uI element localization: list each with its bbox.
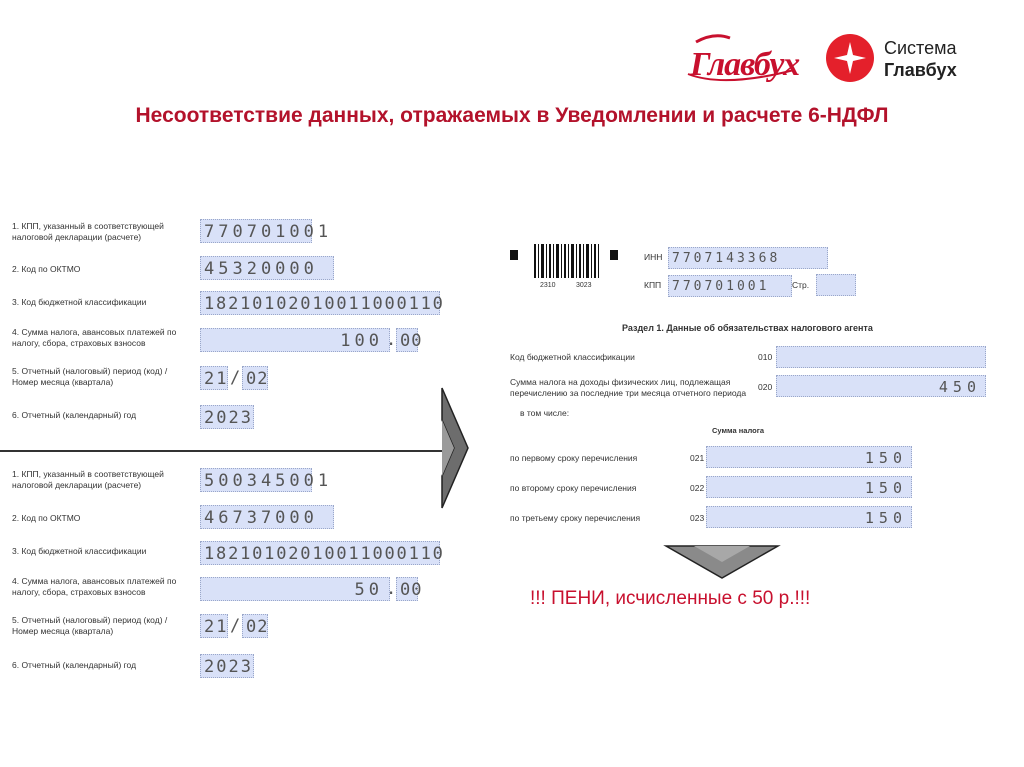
divider-line (0, 450, 445, 452)
notice2-kbk-label: 3. Код бюджетной классификации (12, 546, 147, 556)
notice1-sum-kop-field: 00 (396, 328, 418, 352)
glavbuh-logo (684, 28, 800, 90)
notice1-kpp-label: 1. КПП, указанный в соответствующей налоговой декларации (расчете) (12, 221, 164, 242)
calc-kpp-label: КПП (644, 280, 662, 290)
star-icon (826, 34, 874, 82)
calc-row3-field: 150 (706, 506, 912, 528)
notice2-year-label: 6. Отчетный (календарный) год (12, 660, 137, 670)
notice1-sum-label: 4. Сумма налога, авансовых платежей по налогу, сбора, страховых взносов (12, 327, 177, 348)
notice2-kbk-field: 18210102010011000110 (200, 541, 440, 565)
notice2-period-code-field: 21 (200, 614, 228, 638)
notice1-oktmo-field: 45320000 (200, 256, 334, 280)
notice2-period-label: 5. Отчетный (налоговый) период (код) / Номер месяца (квартала) (12, 615, 168, 636)
calc-inn-field: 7707143368 (668, 247, 828, 269)
notice2-oktmo-label: 2. Код по ОКТМО (12, 513, 81, 523)
sistema-glavbuh-logo (826, 34, 986, 86)
barcode-number-right: 3023 (576, 282, 592, 289)
calc-row1-label: по первому сроку перечисления (510, 453, 638, 463)
calc-sum-code: 020 (758, 382, 773, 392)
notice1-sum-dot: . (386, 330, 397, 350)
notice2-period-slash: / (230, 616, 241, 636)
barcode-icon (510, 244, 620, 290)
notice2-oktmo-field: 46737000 (200, 505, 334, 529)
penalty-text: !!! ПЕНИ, исчисленные с 50 р.!!! (530, 588, 811, 609)
calc-sum-header: Сумма налога (712, 426, 764, 435)
calc-row2-label: по второму сроку перечисления (510, 483, 637, 493)
notice2-year-field: 2023 (200, 654, 254, 678)
calc-inn-label: ИНН (644, 252, 663, 262)
notice1-period-num-field: 02 (242, 366, 268, 390)
calc-sum-label: Сумма налога на доходы физических лиц, подлежащая перечислению за последние три месяца отчетного периода (510, 377, 747, 398)
notice1-year-field: 2023 (200, 405, 254, 429)
notice1-kbk-label: 3. Код бюджетной классификации (12, 297, 147, 307)
notice1-year-label: 6. Отчетный (календарный) год (12, 410, 137, 420)
calc-sum-field: 450 (776, 375, 986, 397)
calc-kbk-field (776, 346, 986, 368)
calc-row3-code: 023 (690, 513, 705, 523)
notice1-period-slash: / (230, 368, 241, 388)
calc-kpp-field: 770701001 (668, 275, 792, 297)
notice2-sum-field: 50 (200, 577, 390, 601)
notice1-kpp-field: 770701001 (200, 219, 312, 243)
notice1-period-label: 5. Отчетный (налоговый) период (код) / Номер месяца (квартала) (12, 366, 168, 387)
calc-kbk-label: Код бюджетной классификации (510, 352, 635, 362)
calc-kbk-code: 010 (758, 352, 773, 362)
calc-row2-field: 150 (706, 476, 912, 498)
calc-page-label: Стр. (792, 280, 810, 290)
notice1-kbk-field: 18210102010011000110 (200, 291, 440, 315)
notice2-sum-label: 4. Сумма налога, авансовых платежей по налогу, сбора, страховых взносов (12, 576, 177, 597)
glavbuh-logo-text: Главбух (690, 46, 800, 83)
calc-row1-code: 021 (690, 453, 705, 463)
section-title: Раздел 1. Данные об обязательствах налогового агента (622, 323, 873, 333)
sistema-logo-line2: Главбух (884, 60, 957, 80)
notice2-sum-kop-field: 00 (396, 577, 418, 601)
barcode-number-left: 2310 (540, 282, 556, 289)
notice2-period-num-field: 02 (242, 614, 268, 638)
notice2-sum-dot: . (386, 579, 397, 599)
calc-row1-field: 150 (706, 446, 912, 468)
notice1-sum-field: 100 (200, 328, 390, 352)
calc-including-label: в том числе: (520, 408, 570, 418)
calc-row3-label: по третьему сроку перечисления (510, 513, 641, 523)
notice2-kpp-label: 1. КПП, указанный в соответствующей налоговой декларации (расчете) (12, 469, 164, 490)
notice1-period-code-field: 21 (200, 366, 228, 390)
notice2-kpp-field: 500345001 (200, 468, 312, 492)
arrow-down-icon (664, 544, 780, 580)
calc-page-field (816, 274, 856, 296)
notice1-oktmo-label: 2. Код по ОКТМО (12, 264, 81, 274)
arrow-right-icon (440, 386, 470, 510)
slide-title: Несоответствие данных, отражаемых в Уведомлении и расчете 6-НДФЛ (135, 104, 889, 127)
calc-row2-code: 022 (690, 483, 705, 493)
sistema-logo-line1: Система (884, 38, 957, 58)
